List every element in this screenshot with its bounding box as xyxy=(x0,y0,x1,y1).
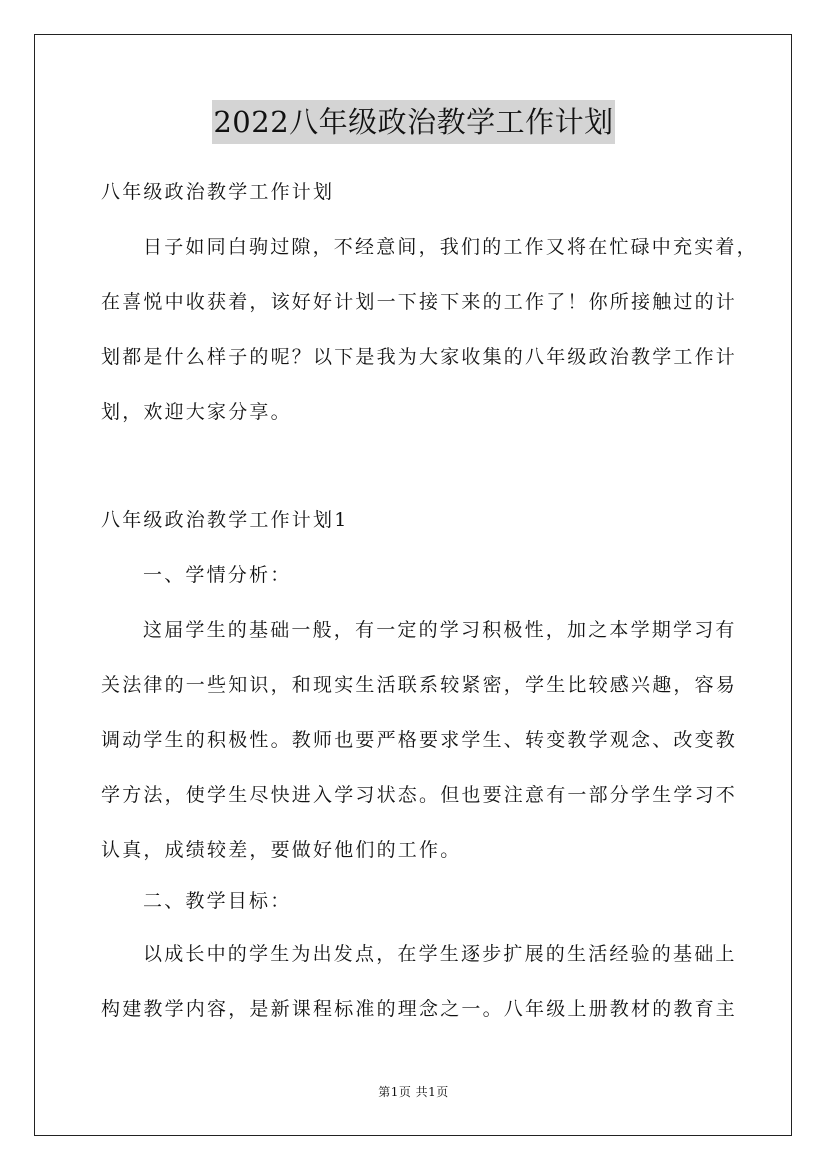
paragraph-line: 以成长中的学生为出发点，在学生逐步扩展的生活经验的基础上 xyxy=(143,943,737,965)
section-heading: 八年级政治教学工作计划1 xyxy=(101,509,349,531)
document-title: 2022八年级政治教学工作计划 xyxy=(212,100,614,144)
subsection-heading: 二、教学目标： xyxy=(143,890,292,912)
subtitle-line: 八年级政治教学工作计划 xyxy=(101,181,335,203)
paragraph-line: 调动学生的积极性。教师也要严格要求学生、转变教学观念、改变教 xyxy=(101,729,738,751)
subsection-heading: 一、学情分析： xyxy=(143,564,292,586)
paragraph-line: 学方法，使学生尽快进入学习状态。但也要注意有一部分学生学习不 xyxy=(101,784,738,806)
title-container xyxy=(0,100,827,144)
paragraph-line: 关法律的一些知识，和现实生活联系较紧密，学生比较感兴趣，容易 xyxy=(101,674,738,696)
paragraph-line: 在喜悦中收获着，该好好计划一下接下来的工作了！你所接触过的计 xyxy=(101,291,738,313)
paragraph-line: 划都是什么样子的呢？以下是我为大家收集的八年级政治教学工作计 xyxy=(101,346,738,368)
paragraph-line: 认真，成绩较差，要做好他们的工作。 xyxy=(101,839,462,861)
page-footer: 第1页 共1页 xyxy=(378,1085,449,1099)
paragraph-line: 日子如同白驹过隙，不经意间，我们的工作又将在忙碌中充实着， xyxy=(143,236,758,258)
paragraph-line: 构建教学内容，是新课程标准的理念之一。八年级上册教材的教育主 xyxy=(101,998,738,1020)
paragraph-line: 划，欢迎大家分享。 xyxy=(101,401,292,423)
paragraph-line: 这届学生的基础一般，有一定的学习积极性，加之本学期学习有 xyxy=(143,619,737,641)
